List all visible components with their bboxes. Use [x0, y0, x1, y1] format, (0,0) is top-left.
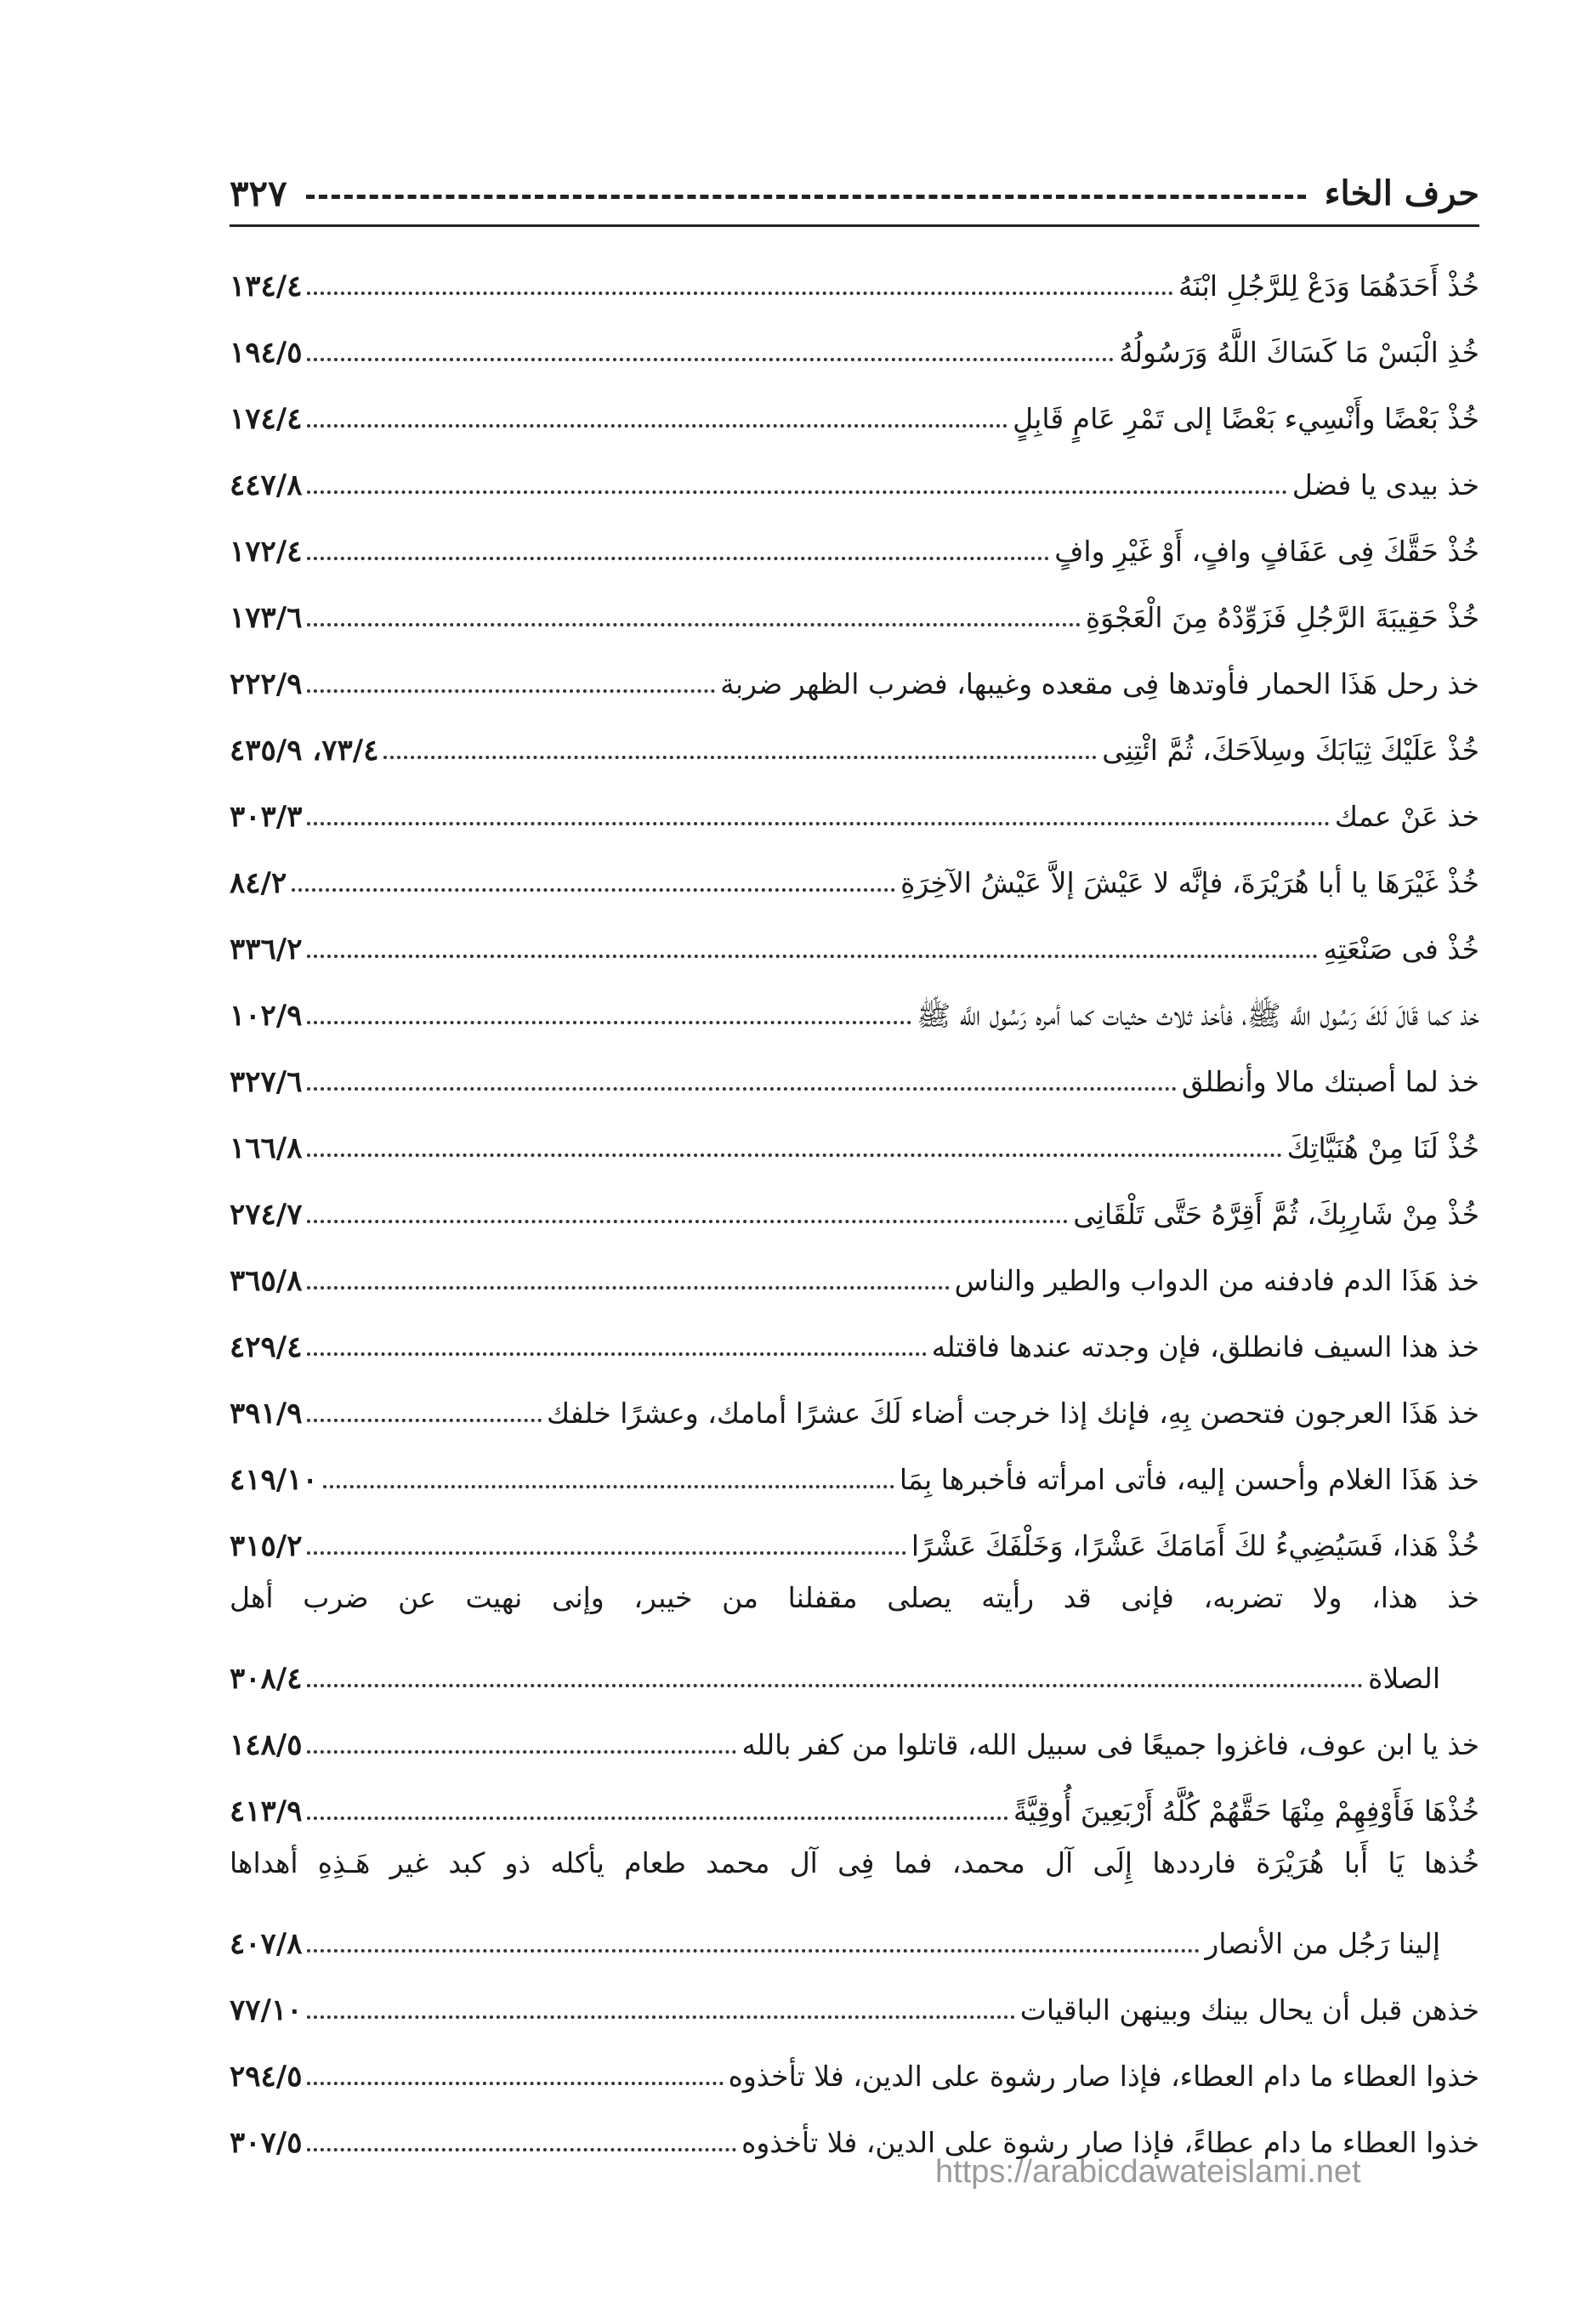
volume-page-ref: ٤٠٧/٨ — [230, 1926, 303, 1961]
dot-leader — [307, 689, 715, 693]
volume-page-ref: ١٠٢/٩ — [230, 998, 303, 1033]
volume-page-ref: ٣٦٥/٨ — [230, 1263, 303, 1298]
volume-page-ref: ٤١٩/١٠ — [230, 1462, 318, 1497]
dot-leader — [307, 955, 1318, 958]
dot-leader — [307, 424, 1008, 428]
volume-page-ref: ٤٤٧/٨ — [230, 468, 303, 502]
index-entry — [230, 504, 1479, 570]
volume-page-ref: ١٦٦/٨ — [230, 1131, 303, 1165]
hadith-index-list — [230, 239, 1479, 2162]
index-entry — [230, 968, 1479, 1034]
page-number: ٣٢٧ — [230, 172, 287, 214]
volume-page-ref: ٨٤/٢ — [230, 865, 287, 900]
entry-text: خُذْ عَلَيْكَ ثِيَابَكَ وسِلاَحَكَ، ثُمَّ ائْتِنِى — [1102, 734, 1479, 768]
volume-page-ref: ١٧٤/٤ — [230, 401, 303, 436]
dot-leader — [307, 358, 1114, 361]
volume-page-ref: ٣١٥/٢ — [230, 1528, 303, 1563]
entry-text-line2: الصلاة — [1368, 1662, 1440, 1696]
volume-page-ref: ٢٢٢/٩ — [230, 666, 303, 701]
dot-leader — [307, 1419, 542, 1422]
index-entry — [230, 239, 1479, 305]
index-entry — [230, 1565, 1479, 1698]
index-entry — [230, 2095, 1479, 2162]
dot-leader — [307, 1551, 905, 1555]
volume-page-ref: ٣٣٦/٢ — [230, 932, 303, 966]
volume-page-ref: ١٧٣/٦ — [230, 600, 303, 635]
entry-continuation — [230, 1631, 1479, 1698]
entry-text: خُذْ فى صَنْعَتِهِ — [1323, 932, 1479, 966]
volume-page-ref: ٧٣/٤، ٤٣٥/٩ — [230, 733, 379, 768]
volume-page-ref: ١٧٢/٤ — [230, 534, 303, 569]
entry-text: خذ بيدى يا فضل — [1291, 468, 1479, 502]
index-entry — [230, 1101, 1479, 1167]
dot-leader — [307, 1153, 1281, 1157]
entry-text: خُذْ غَيْرَهَا يا أبا هُرَيْرَةَ، فإنَّه لا عَيْشَ إلاَّ عَيْشُ الآخِرَةِ — [900, 866, 1479, 900]
volume-page-ref: ٤١٣/٩ — [230, 1794, 303, 1828]
dot-leader — [307, 1817, 1008, 1820]
index-entry — [230, 1764, 1479, 1830]
index-entry — [230, 1034, 1479, 1101]
index-entry — [230, 637, 1479, 703]
entry-text: خذ هَذَا العرجون فتحصن بِهِ، فإنك إذا خرجت أضاء لَكَ عشرًا أمامك، وعشرًا خلفك — [546, 1397, 1479, 1431]
entry-text: خذ رحل هَذَا الحمار فأوتدها فِى مقعده وغيبها، فضرب الظهر ضربة — [720, 667, 1479, 701]
entry-text: خُذِ الْبَسْ مَا كَسَاكَ اللَّهُ وَرَسُولُهُ — [1119, 336, 1479, 370]
index-entry — [230, 1366, 1479, 1432]
volume-page-ref: ٧٧/١٠ — [230, 1992, 303, 2027]
volume-page-ref: ٣٠٧/٥ — [230, 2125, 303, 2160]
dot-leader — [292, 888, 895, 892]
volume-page-ref: ١٩٤/٥ — [230, 335, 303, 370]
entry-text: خذ هَذَا الدم فادفنه من الدواب والطير والناس — [954, 1264, 1479, 1298]
dot-leader — [307, 292, 1173, 295]
entry-text: خُذْ لَنَا مِنْ هُنَيَّاتِكَ — [1286, 1131, 1479, 1165]
entry-text: خُذْ حَقَّكَ فِى عَفَافٍ وافٍ، أَوْ غَيْرِ وافٍ — [1054, 535, 1479, 569]
entry-text: خُذْ أَحَدَهُمَا وَدَعْ لِلرَّجُلِ ابْنَهُ — [1178, 269, 1479, 303]
index-entry — [230, 305, 1479, 371]
running-header — [230, 162, 1479, 227]
dot-leader — [307, 1021, 911, 1024]
dot-leader — [307, 1684, 1363, 1687]
entry-text: خذ هذا السيف فانطلق، فإن وجدته عندها فاقتله — [931, 1330, 1479, 1364]
dot-leader — [307, 623, 1080, 626]
dot-leader — [307, 2148, 736, 2151]
entry-text: خذ يا ابن عوف، فاغزوا جميعًا فى سبيل الله، قاتلوا من كفر بالله — [741, 1728, 1479, 1762]
index-entry — [230, 2029, 1479, 2095]
header-rule — [306, 195, 1306, 199]
index-entry — [230, 1698, 1479, 1764]
index-entry — [230, 836, 1479, 902]
entry-text: خذوا العطاء ما دام عطاءً، فإذا صار رشوة على الدين، فلا تأخذوه — [741, 2126, 1479, 2160]
dot-leader — [307, 2082, 723, 2085]
entry-text-line1: خُذها يَا أَبا هُرَيْرَة فارددها إِلَى آل محمد، فما فِى آل محمد طعام يأكله ذو كبد غير هَـذِهِ أهداها — [230, 1846, 1479, 1879]
entry-text-line2: إلينا رَجُل من الأنصار — [1205, 1927, 1440, 1961]
dot-leader — [307, 1220, 1068, 1223]
index-entry — [230, 769, 1479, 836]
volume-page-ref: ٣٢٧/٦ — [230, 1064, 303, 1099]
entry-text: خُذْ مِنْ شَارِبِكَ، ثُمَّ أَقِرَّهُ حَتَّى تَلْقَانِى — [1073, 1198, 1479, 1232]
volume-page-ref: ١٣٤/٤ — [230, 269, 303, 303]
index-entry — [230, 1963, 1479, 2029]
dot-leader — [307, 822, 1329, 825]
entry-text: خذهن قبل أن يحال بينك وبينهن الباقيات — [1019, 1993, 1479, 2027]
index-entry — [230, 570, 1479, 637]
watermark-url: https://arabicdawateislami.net — [935, 2154, 1361, 2190]
index-entry — [230, 1499, 1479, 1565]
entry-text: خُذْ بَعْضًا وأَنْسِيء بَعْضًا إلى تَمْرِ عَامٍ قَابِلٍ — [1013, 402, 1479, 436]
dot-leader — [307, 1286, 949, 1290]
index-entry — [230, 1830, 1479, 1963]
dot-leader — [323, 1485, 894, 1488]
dot-leader — [307, 1087, 1176, 1091]
entry-continuation — [230, 1896, 1479, 1963]
entry-text: خذوا العطاء ما دام العطاء، فإذا صار رشوة على الدين، فلا تأخذوه — [728, 2060, 1479, 2094]
entry-text: خُذْهَا فَأَوْفِهِمْ مِنْهَا حَقَّهُمْ كُلَّهُ أَرْبَعِينَ أُوقِيَّةً — [1013, 1794, 1479, 1828]
volume-page-ref: ٢٧٤/٧ — [230, 1197, 303, 1232]
dot-leader — [307, 1352, 926, 1356]
index-entry — [230, 1167, 1479, 1233]
index-entry — [230, 902, 1479, 968]
dot-leader — [307, 1750, 736, 1754]
volume-page-ref: ٣٠٣/٣ — [230, 799, 303, 834]
dot-leader — [383, 756, 1097, 759]
chapter-title: حرف الخاء — [1324, 173, 1479, 213]
entry-text: خُذْ حَقِيبَةَ الرَّجُلِ فَزَوِّدْهُ مِنَ الْعَجْوَةِ — [1085, 601, 1479, 635]
volume-page-ref: ٤٢٩/٤ — [230, 1329, 303, 1364]
dot-leader — [307, 490, 1286, 494]
index-entry — [230, 1300, 1479, 1366]
entry-text: خذ عَنْ عمك — [1334, 800, 1479, 834]
index-entry — [230, 371, 1479, 438]
entry-text: خذ لما أصبتك مالا وأنطلق — [1181, 1065, 1479, 1099]
entry-text: خذ كما قَالَ لَكَ رَسُول اللَّه ﷺ، فأخذ ثلاث حثيات كما أمره رَسُول اللَّه ﷺ — [917, 999, 1479, 1033]
dot-leader — [307, 1949, 1200, 1953]
index-entry — [230, 1233, 1479, 1300]
page — [230, 162, 1479, 2162]
index-entry — [230, 703, 1479, 769]
dot-leader — [307, 557, 1049, 560]
entry-text-line1: خذ هذا، ولا تضربه، فإنى قد رأيته يصلى مقفلنا من خيبر، وإنى نهيت عن ضرب أهل — [230, 1581, 1479, 1614]
volume-page-ref: ٢٩٤/٥ — [230, 2059, 303, 2094]
volume-page-ref: ١٤٨/٥ — [230, 1727, 303, 1762]
index-entry — [230, 1432, 1479, 1499]
volume-page-ref: ٣٠٨/٤ — [230, 1661, 303, 1696]
volume-page-ref: ٣٩١/٩ — [230, 1396, 303, 1431]
entry-text: خُذْ هَذا، فَسَيُضِيءُ لكَ أَمَامَكَ عَشْرًا، وَخَلْفَكَ عَشْرًا — [911, 1529, 1479, 1563]
dot-leader — [307, 2015, 1014, 2019]
index-entry — [230, 438, 1479, 504]
entry-text: خذ هَذَا الغلام وأحسن إليه، فأتى امرأته فأخبرها بِمَا — [899, 1463, 1479, 1497]
